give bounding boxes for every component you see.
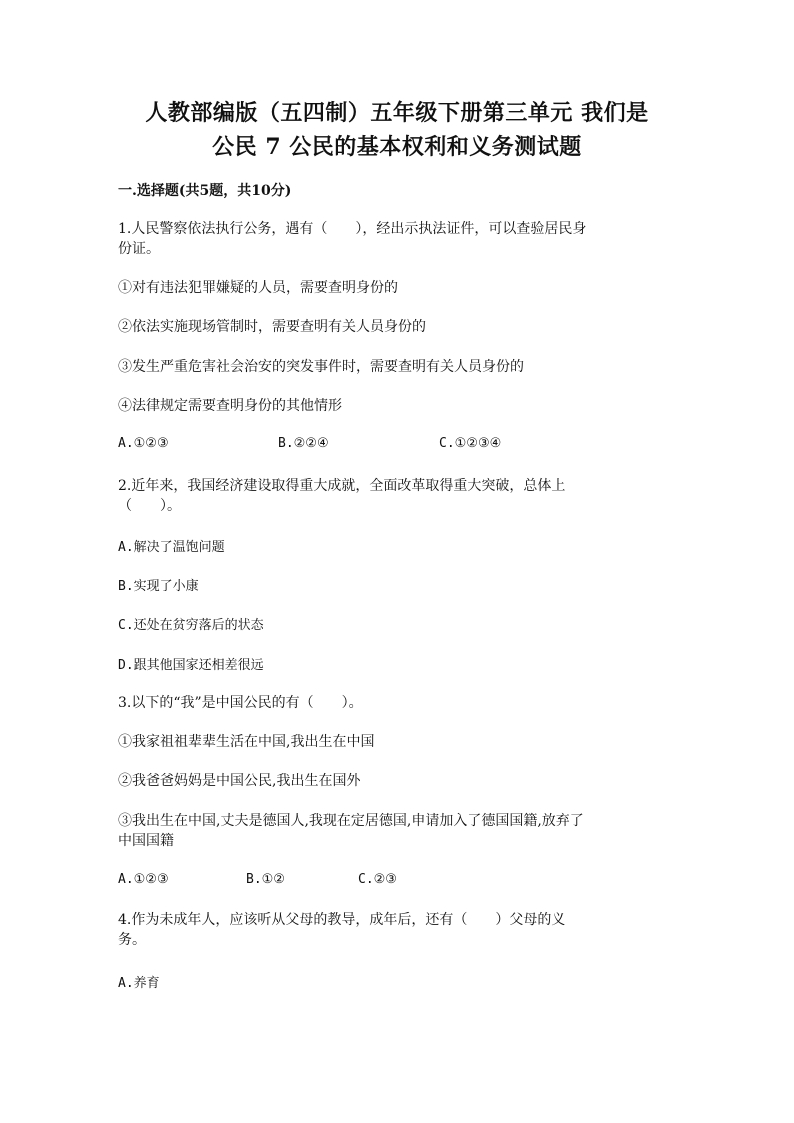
q3-item-1: ①我家祖祖辈辈生活在中国,我出生在中国 <box>118 734 375 750</box>
title-line-2: 公民 7 公民的基本权利和义务测试题 <box>212 134 582 160</box>
q2-stem-line-2: （ ）。 <box>118 498 181 514</box>
q1-item-1: ①对有违法犯罪嫌疑的人员，需要查明身份的 <box>118 280 398 296</box>
q1-item-3: ③发生严重危害社会治安的突发事件时，需要查明有关人员身份的 <box>118 359 524 375</box>
q3-option-a[interactable]: A.①②③ <box>118 872 169 887</box>
q3-item-3-continued: 中国国籍 <box>118 833 174 849</box>
q2-option-c[interactable]: C.还处在贫穷落后的状态 <box>118 618 264 633</box>
section-heading: 一.选择题(共5题，共10分) <box>118 183 292 199</box>
q2-option-d[interactable]: D.跟其他国家还相差很远 <box>118 658 264 673</box>
q2-stem-line-1: 2.近年来，我国经济建设取得重大成就，全面改革取得重大突破，总体上 <box>118 478 566 494</box>
q3-item-3: ③我出生在中国,丈夫是德国人,我现在定居德国,申请加入了德国国籍,放弃了 <box>118 813 584 829</box>
q1-stem-line-1: 1.人民警察依法执行公务，遇有（ ），经出示执法证件，可以查验居民身 <box>118 221 587 237</box>
q2-option-a[interactable]: A.解决了温饱问题 <box>118 540 225 555</box>
q3-stem: 3.以下的“我”是中国公民的有（ ）。 <box>118 695 363 711</box>
q4-stem-line-1: 4.作为未成年人，应该听从父母的教导，成年后，还有（ ）父母的义 <box>118 912 566 928</box>
q3-item-2: ②我爸爸妈妈是中国公民,我出生在国外 <box>118 773 361 789</box>
q1-stem-line-2: 份证。 <box>118 241 160 257</box>
q1-item-4: ④法律规定需要查明身份的其他情形 <box>118 398 342 414</box>
q1-option-b[interactable]: B.②②④ <box>278 436 329 451</box>
q1-option-a[interactable]: A.①②③ <box>118 436 169 451</box>
q4-option-a[interactable]: A.养育 <box>118 976 160 991</box>
q2-option-b[interactable]: B.实现了小康 <box>118 579 199 594</box>
q1-item-2: ②依法实施现场管制时，需要查明有关人员身份的 <box>118 319 426 335</box>
q3-option-b[interactable]: B.①② <box>246 872 285 887</box>
q4-stem-line-2: 务。 <box>118 932 146 948</box>
q1-option-c[interactable]: C.①②③④ <box>439 436 502 451</box>
q3-option-c[interactable]: C.②③ <box>358 872 397 887</box>
title-line-1: 人教部编版（五四制）五年级下册第三单元 我们是 <box>145 100 649 126</box>
